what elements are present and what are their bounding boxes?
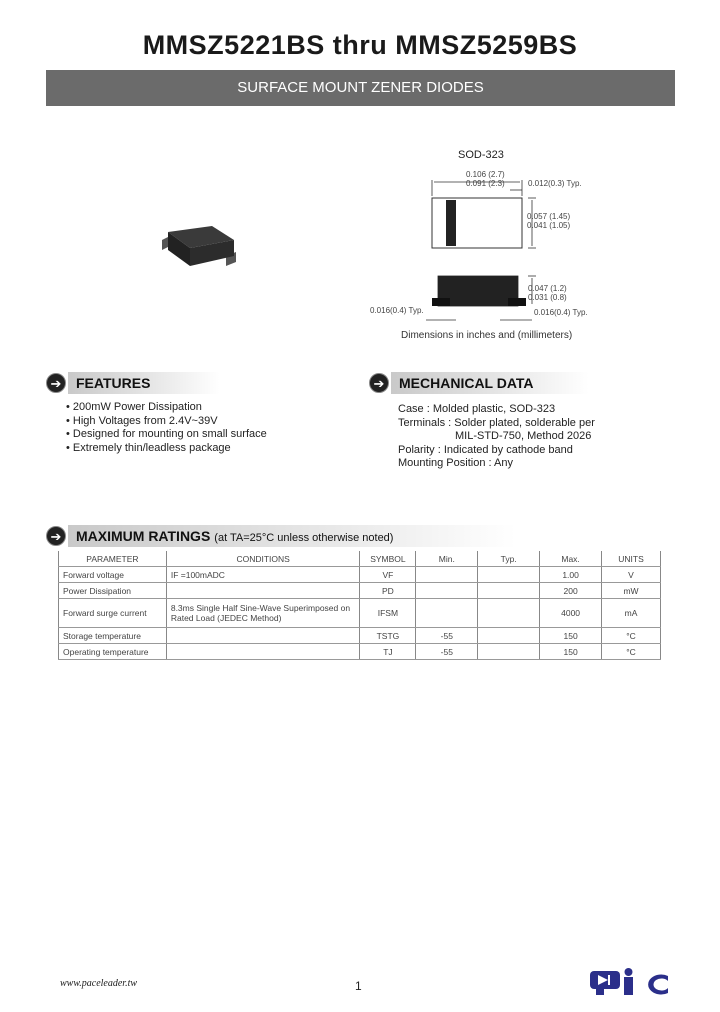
cell-max: 4000: [540, 599, 602, 628]
arrow-right-icon: ➔: [369, 373, 389, 393]
cell-parameter: Forward voltage: [59, 567, 167, 583]
cell-parameter: Operating temperature: [59, 644, 167, 660]
dimension-caption: Dimensions in inches and (millimeters): [401, 330, 573, 341]
subtitle-banner: SURFACE MOUNT ZENER DIODES: [46, 70, 675, 106]
page-number: 1: [355, 979, 362, 993]
cell-max: 200: [540, 583, 602, 599]
cell-typ: [478, 628, 540, 644]
footer-url[interactable]: www.paceleader.tw: [60, 978, 138, 989]
cell-conditions: [166, 583, 360, 599]
cell-conditions: [166, 644, 360, 660]
cell-symbol: VF: [360, 567, 416, 583]
features-heading: [46, 372, 220, 394]
cell-parameter: Storage temperature: [59, 628, 167, 644]
ratings-table: [58, 551, 661, 660]
mechanical-heading: [369, 372, 589, 394]
mech-polarity: Polarity : Indicated by cathode band: [398, 443, 573, 456]
dim-height-max: 0.047 (1.2): [528, 284, 567, 293]
cell-conditions: IF =100mADC: [166, 567, 360, 583]
list-item: • Extremely thin/leadless package: [66, 441, 231, 454]
table-row: [59, 599, 661, 628]
mech-terminals: Terminals : Solder plated, solderable per: [398, 416, 595, 429]
cell-min: -55: [416, 628, 478, 644]
cell-symbol: TSTG: [360, 628, 416, 644]
cell-typ: [478, 599, 540, 628]
mechanical-heading-label: MECHANICAL DATA: [391, 372, 589, 394]
cell-min: [416, 583, 478, 599]
dim-height-min: 0.031 (0.8): [528, 293, 567, 302]
dim-length-min: 0.091 (2.3): [466, 179, 505, 188]
cell-typ: [478, 644, 540, 660]
list-item: • Designed for mounting on small surface: [66, 428, 267, 441]
cell-typ: [478, 567, 540, 583]
table-row: [59, 583, 661, 599]
arrow-right-icon: ➔: [46, 373, 66, 393]
cell-typ: [478, 583, 540, 599]
column-header: Typ.: [478, 551, 540, 567]
package-name: SOD-323: [458, 149, 504, 161]
ratings-note: (at TA=25°C unless otherwise noted): [214, 532, 394, 544]
cell-units: °C: [602, 644, 661, 660]
column-header: Min.: [416, 551, 478, 567]
column-header: SYMBOL: [360, 551, 416, 567]
company-logo: [588, 967, 672, 997]
cell-units: °C: [602, 628, 661, 644]
column-header: Max.: [540, 551, 602, 567]
cell-units: mA: [602, 599, 661, 628]
cell-symbol: TJ: [360, 644, 416, 660]
dim-lead-right: 0.016(0.4) Typ.: [534, 308, 588, 317]
cell-units: V: [602, 567, 661, 583]
table-row: [59, 567, 661, 583]
mechanical-data: [398, 403, 595, 471]
mech-mounting: Mounting Position : Any: [398, 457, 513, 470]
cell-conditions: 8.3ms Single Half Sine-Wave Superimposed on Rated Load (JEDEC Method): [166, 599, 360, 628]
column-header: UNITS: [602, 551, 661, 567]
ratings-heading-label: MAXIMUM RATINGS: [76, 528, 211, 544]
cell-symbol: PD: [360, 583, 416, 599]
page-title: MMSZ5221BS thru MMSZ5259BS: [142, 30, 578, 60]
list-item: • 200mW Power Dissipation: [66, 401, 202, 413]
cell-max: 150: [540, 644, 602, 660]
list-item: • High Voltages from 2.4V~39V: [66, 414, 218, 427]
column-header: PARAMETER: [59, 551, 167, 567]
component-image: [160, 226, 240, 272]
ratings-heading-bar: [68, 525, 516, 547]
cell-max: 1.00: [540, 567, 602, 583]
arrow-right-icon: ➔: [46, 526, 66, 546]
table-row: [59, 644, 661, 660]
cell-conditions: [166, 628, 360, 644]
cell-parameter: Power Dissipation: [59, 583, 167, 599]
cell-min: -55: [416, 644, 478, 660]
cell-min: [416, 599, 478, 628]
table-row: [59, 628, 661, 644]
dim-lead-left: 0.016(0.4) Typ.: [370, 306, 424, 315]
cell-max: 150: [540, 628, 602, 644]
ratings-heading: [46, 525, 516, 547]
table-header-row: [59, 551, 661, 567]
cell-min: [416, 567, 478, 583]
dim-width-min: 0.041 (1.05): [527, 221, 571, 230]
mech-case: Case : Molded plastic, SOD-323: [398, 403, 556, 415]
mech-terminals-cont: MIL-STD-750, Method 2026: [455, 430, 592, 443]
dim-width-max: 0.057 (1.45): [527, 212, 571, 221]
dim-top-right: 0.012(0.3) Typ.: [528, 179, 582, 188]
cell-units: mW: [602, 583, 661, 599]
column-header: CONDITIONS: [166, 551, 360, 567]
cell-parameter: Forward surge current: [59, 599, 167, 628]
features-heading-label: FEATURES: [68, 372, 220, 394]
cell-symbol: IFSM: [360, 599, 416, 628]
dim-length-max: 0.106 (2.7): [466, 170, 505, 179]
features-list: [66, 401, 267, 455]
